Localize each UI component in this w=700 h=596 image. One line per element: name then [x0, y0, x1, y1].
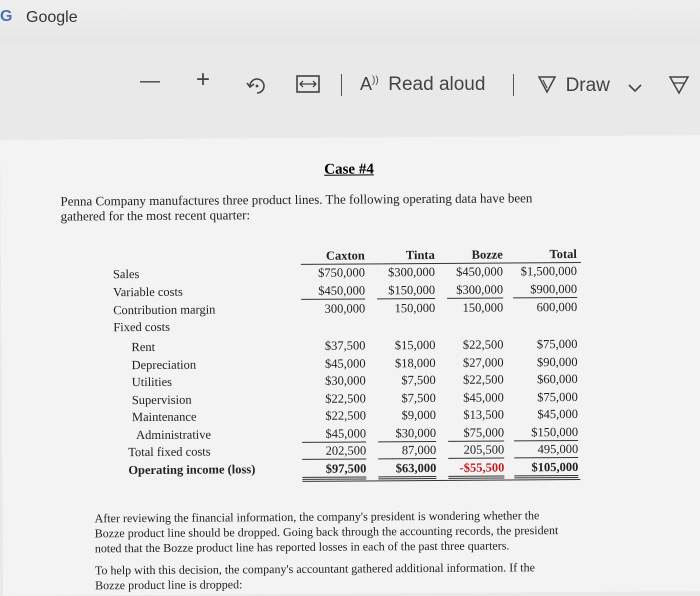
- google-logo-icon: G: [0, 8, 13, 25]
- cell-sales-total: $1,500,000: [520, 263, 577, 279]
- toolbar-divider: [341, 74, 342, 96]
- intro-text-line: Penna Company manufactures three product lines. The following operating data have been: [60, 190, 533, 209]
- cell-totalfixed-caxton: 202,500: [302, 443, 366, 459]
- cell-utilities-total: $60,000: [537, 371, 578, 387]
- cell-maintenance-tinta: $9,000: [401, 407, 436, 423]
- body-text-line: noted that the Bozze product line has reported losses in each of the past three quarters.: [94, 538, 510, 556]
- cell-income-bozze: -$55,500: [448, 460, 504, 478]
- cell-rent-caxton: $37,500: [324, 338, 366, 353]
- rotate-button[interactable]: [246, 74, 268, 102]
- column-header-total: Total: [549, 246, 577, 262]
- cell-income-caxton: $97,500: [302, 461, 366, 479]
- row-label-rent: Rent: [131, 339, 156, 355]
- row-label-utilities: Utilities: [131, 374, 173, 390]
- cell-administrative-tinta: $30,000: [378, 426, 436, 442]
- row-label-contribution-margin: Contribution margin: [113, 302, 216, 318]
- window-title: Google: [26, 9, 78, 26]
- column-header-tinta: Tinta: [405, 247, 435, 263]
- read-aloud-label: Read aloud: [388, 74, 486, 95]
- row-label-administrative: Administrative: [136, 427, 212, 443]
- cell-sales-caxton: $750,000: [318, 265, 365, 280]
- cell-utilities-tinta: $7,500: [401, 372, 436, 388]
- cell-supervision-bozze: $45,000: [463, 390, 504, 405]
- document-page: [0, 135, 700, 596]
- cell-depreciation-tinta: $18,000: [394, 355, 436, 371]
- body-text-line: Bozze product line should be dropped. Going back through the accounting records, the president: [94, 523, 559, 541]
- row-label-fixed-costs: Fixed costs: [113, 319, 170, 335]
- toolbar-divider: [513, 74, 514, 96]
- draw-label: Draw: [565, 75, 610, 96]
- cell-maintenance-bozze: $13,500: [463, 407, 504, 422]
- row-label-total-fixed-costs: Total fixed costs: [128, 444, 211, 460]
- cell-depreciation-total: $90,000: [536, 354, 578, 370]
- reader-toolbar: [0, 60, 700, 110]
- cell-variable-bozze: $300,000: [447, 282, 503, 298]
- body-text-line: Bozze product line is dropped:: [95, 577, 243, 593]
- fit-width-icon: [296, 74, 320, 94]
- fit-page-button[interactable]: [296, 74, 320, 100]
- row-label-maintenance: Maintenance: [131, 409, 197, 425]
- cell-totalfixed-bozze: 205,500: [448, 442, 504, 458]
- cell-supervision-caxton: $22,500: [325, 391, 366, 406]
- cell-cm-total: 600,000: [536, 299, 578, 315]
- rotate-icon: [246, 74, 268, 96]
- cell-utilities-caxton: $30,000: [325, 373, 366, 388]
- body-text-line: After reviewing the financial information, the company's president is wondering whether the: [94, 508, 540, 526]
- cell-sales-tinta: $300,000: [388, 264, 435, 280]
- cell-variable-caxton: $450,000: [301, 283, 365, 299]
- cell-depreciation-bozze: $27,000: [462, 355, 504, 370]
- row-label-depreciation: Depreciation: [131, 357, 197, 373]
- highlighter-icon: [668, 74, 690, 96]
- cell-maintenance-caxton: $22,500: [325, 408, 366, 423]
- read-aloud-button[interactable]: [360, 73, 485, 96]
- chevron-down-icon: [628, 83, 642, 93]
- cell-maintenance-total: $45,000: [537, 406, 578, 422]
- cell-rent-bozze: $22,500: [462, 337, 504, 352]
- intro-text-line: gathered for the most recent quarter:: [60, 207, 251, 224]
- draw-button[interactable]: [537, 74, 610, 97]
- cell-variable-total: $900,000: [513, 282, 577, 298]
- cell-rent-total: $75,000: [536, 336, 578, 352]
- case-title: Case #4: [324, 161, 374, 178]
- cell-totalfixed-total: 495,000: [514, 442, 578, 458]
- cell-variable-tinta: $150,000: [377, 283, 435, 299]
- cell-income-total: $105,000: [514, 460, 578, 478]
- cell-income-tinta: $63,000: [378, 461, 436, 479]
- cell-depreciation-caxton: $45,000: [324, 356, 366, 371]
- cell-administrative-caxton: $45,000: [302, 426, 366, 442]
- column-header-bozze: Bozze: [471, 247, 503, 262]
- row-label-variable-costs: Variable costs: [113, 284, 183, 300]
- cell-cm-caxton: 300,000: [324, 301, 366, 316]
- cell-supervision-total: $75,000: [537, 389, 578, 405]
- cell-administrative-total: $150,000: [514, 425, 578, 441]
- cell-cm-bozze: 150,000: [462, 300, 504, 315]
- cell-totalfixed-tinta: 87,000: [378, 443, 436, 459]
- highlight-button[interactable]: [668, 74, 690, 102]
- cell-utilities-bozze: $22,500: [463, 372, 504, 387]
- draw-options-button[interactable]: [628, 76, 642, 99]
- row-label-supervision: Supervision: [131, 392, 192, 408]
- read-aloud-icon: A)): [360, 74, 379, 94]
- body-text-line: To help with this decision, the company's accountant gathered additional information. If the: [94, 560, 535, 578]
- row-label-operating-income: Operating income (loss): [128, 462, 256, 478]
- zoom-in-button[interactable]: +: [196, 66, 211, 93]
- browser-title-bar: [0, 0, 700, 44]
- draw-pen-icon: [537, 74, 557, 94]
- cell-sales-bozze: $450,000: [456, 264, 503, 279]
- cell-cm-tinta: 150,000: [394, 300, 436, 316]
- zoom-out-button[interactable]: —: [140, 70, 160, 92]
- row-label-sales: Sales: [112, 267, 140, 282]
- cell-supervision-tinta: $7,500: [401, 390, 436, 406]
- column-header-caxton: Caxton: [325, 248, 365, 263]
- cell-rent-tinta: $15,000: [394, 337, 436, 353]
- cell-administrative-bozze: $75,000: [448, 425, 504, 441]
